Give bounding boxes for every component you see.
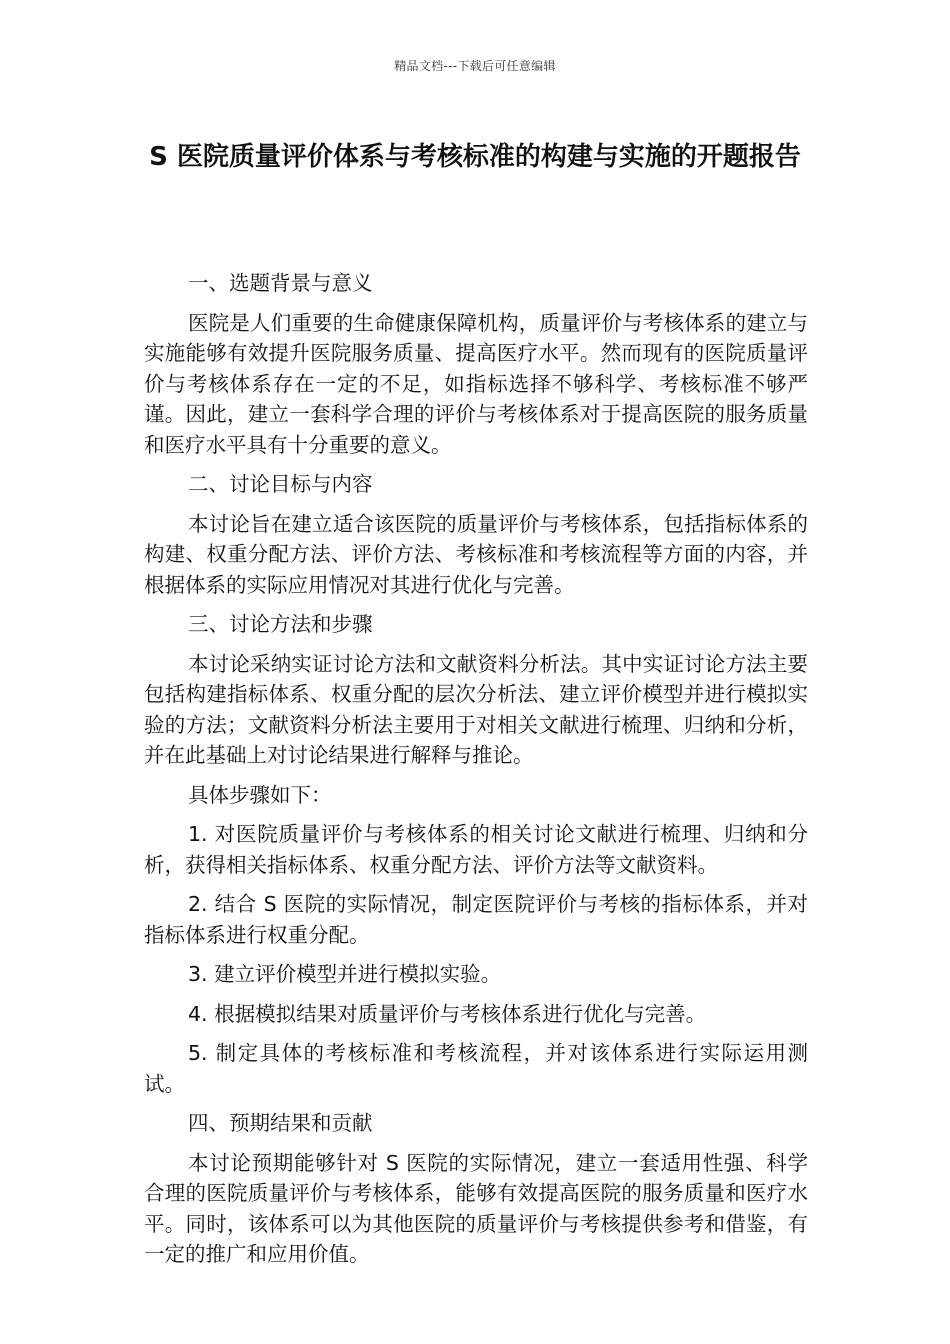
section-heading-results: 四、预期结果和贡献 — [188, 1111, 373, 1135]
section-heading-methods: 三、讨论方法和步骤 — [188, 612, 373, 636]
document-body — [144, 268, 808, 1279]
paragraph-goals: 本讨论旨在建立适合该医院的质量评价与考核体系，包括指标体系的构建、权重分配方法、评价方法、考核标准和考核流程等方面的内容，并根据体系的实际应用情况对其进行优化与完善。 — [144, 511, 808, 597]
list-item-step-5: 5. 制定具体的考核标准和考核流程，并对该体系进行实际运用测试。 — [144, 1041, 808, 1096]
list-item-step-3: 3. 建立评价模型并进行模拟实验。 — [188, 962, 502, 986]
section-heading-background: 一、选题背景与意义 — [188, 271, 373, 295]
section-heading-goals: 二、讨论目标与内容 — [188, 472, 373, 496]
page-header: 精品文档---下载后可任意编辑 — [394, 59, 556, 73]
paragraph-results: 本讨论预期能够针对 S 医院的实际情况，建立一套适用性强、科学合理的医院质量评价与考核体系，能够有效提高医院的服务质量和医疗水平。同时，该体系可以为其他医院的质量评价与考核提供参考和借鉴，有一定的推广和应用价值。 — [144, 1150, 808, 1266]
list-item-step-1: 1. 对医院质量评价与考核体系的相关讨论文献进行梳理、归纳和分析，获得相关指标体系、权重分配方法、评价方法等文献资料。 — [144, 822, 808, 877]
paragraph-steps-intro: 具体步骤如下： — [188, 782, 332, 807]
paragraph-methods: 本讨论采纳实证讨论方法和文献资料分析法。其中实证讨论方法主要包括构建指标体系、权重分配的层次分析法、建立评价模型并进行模拟实验的方法；文献资料分析法主要用于对相关文献进行梳理、归纳和分析，并在此基础上对讨论结果进行解释与推论。 — [144, 651, 808, 767]
paragraph-background: 医院是人们重要的生命健康保障机构，质量评价与考核体系的建立与实施能够有效提升医院服务质量、提高医疗水平。然而现有的医院质量评价与考核体系存在一定的不足，如指标选择不够科学、考核标准不够严谨。因此，建立一套科学合理的评价与考核体系对于提高医院的服务质量和医疗水平具有十分重要的意义。 — [144, 310, 808, 457]
document-title: S 医院质量评价体系与考核标准的构建与实施的开题报告 — [149, 142, 801, 172]
list-item-step-2: 2. 结合 S 医院的实际情况，制定医院评价与考核的指标体系，并对指标体系进行权重分配。 — [144, 892, 808, 947]
list-item-step-4: 4. 根据模拟结果对质量评价与考核体系进行优化与完善。 — [188, 1001, 707, 1026]
